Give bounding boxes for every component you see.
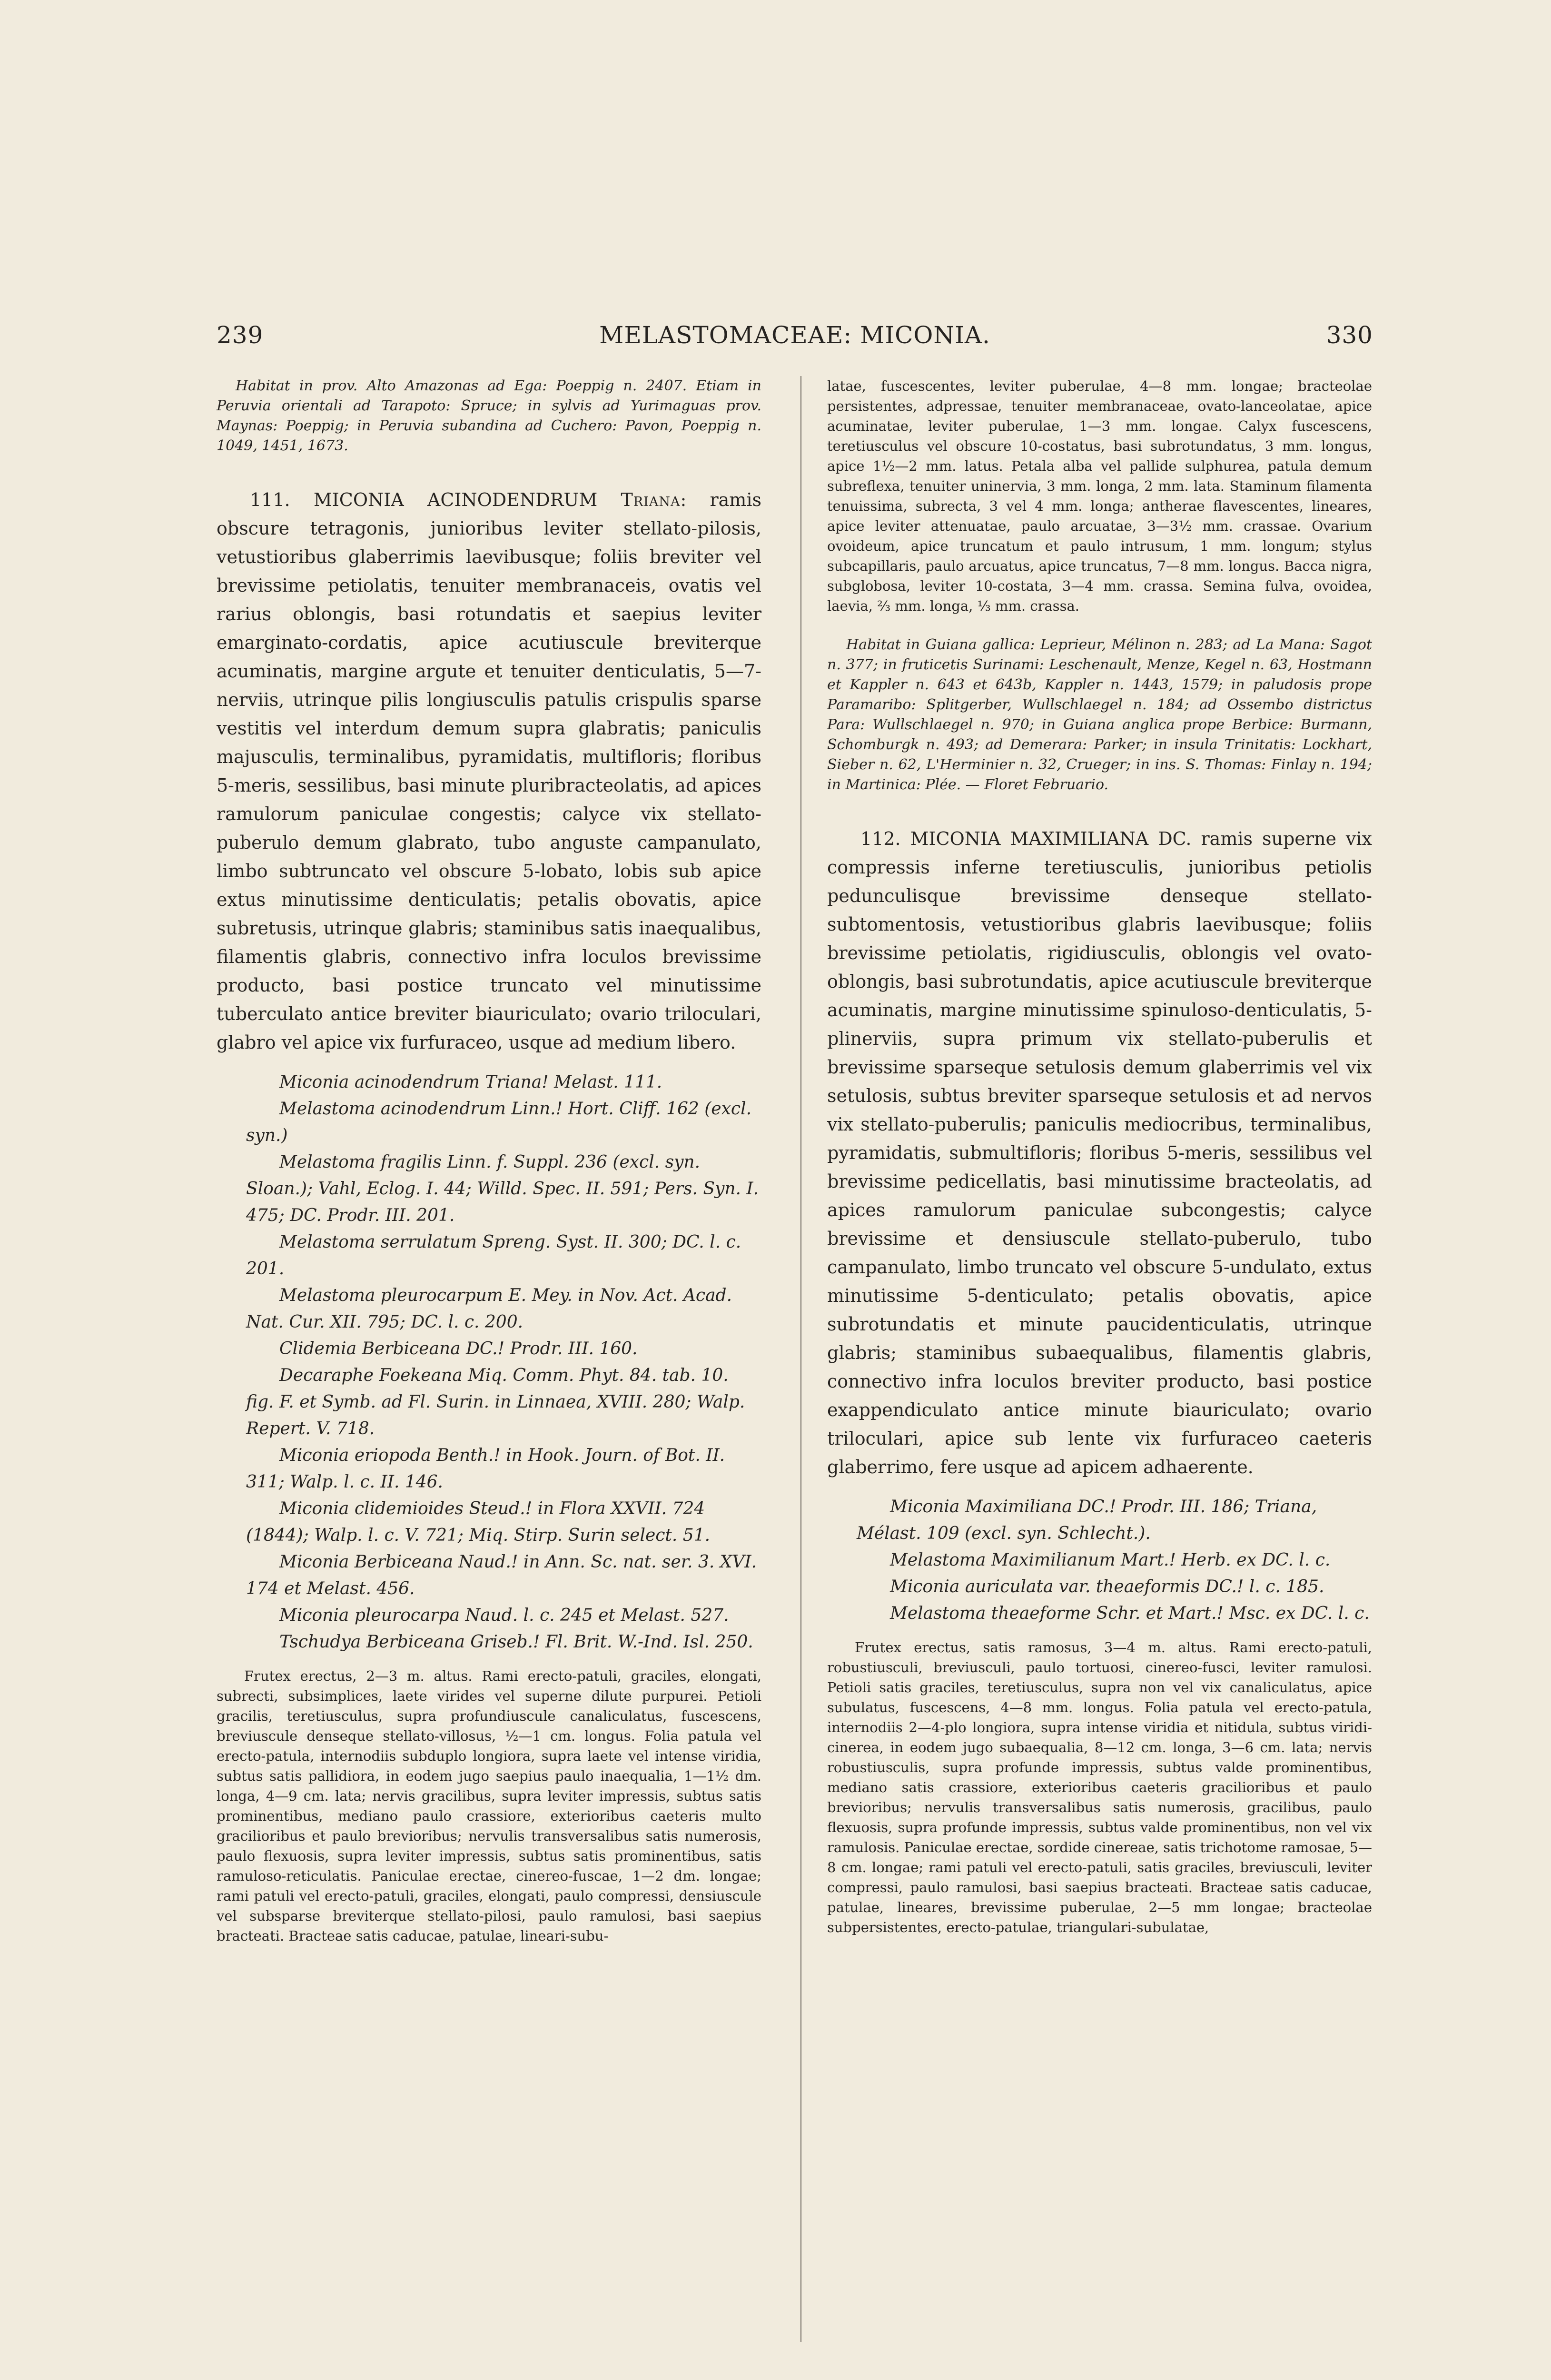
- species-heading: 111. MICONIA ACINODENDRUM: [250, 489, 598, 510]
- species-diagnosis: ramis superne vix compressis inferne teretiusculis, junioribus petiolis pedunculisque brevissime denseque stellato-subtomentosis, vetustioribus glabris laevibusque; foliis brevissime petiolatis, rigidiusculis, oblongis vel ovato-oblongis, basi subrotundatis, apice acutiuscule breviterque acuminatis, margine minutissime spinuloso-denticulatis, 5-plinerviis, supra primum vix stellato-puberulis et brevissime sparseque setulosis demum glaberrimis vel vix setulosis, subtus breviter sparseque setulosis et ad nervos vix stellato-puberulis; paniculis mediocribus, terminalibus, pyramidatis, submultifloris; floribus 5-meris, sessilibus vel brevissime pedicellatis, basi minutissime bracteolatis, ad apices ramulorum paniculae subcongestis; calyce brevissime et densiuscule stellato-puberulo, tubo campanulato, limbo truncato vel obscure 5-undulato, extus minutissime 5-denticulato; petalis obovatis, apice subrotundatis et minute paucidenticulatis, utrinque glabris; staminibus subaequalibus, filamentis glabris, connectivo infra loculos breviter producto, basi postice exappendiculato antice minute biauriculato; ovario triloculari, apice sub lente vix furfuraceo caeteris glaberrimo, fere usque ad apicem adhaerente.: [827, 828, 1372, 1478]
- synonym-list: [827, 1494, 1372, 1627]
- species-heading: 112. MICONIA MAXIMILIANA: [860, 828, 1149, 849]
- species-paragraph: [217, 486, 761, 1057]
- running-head: [217, 321, 1373, 364]
- synonym-entry: Decaraphe Foekeana Miq. Comm. Phyt. 84. tab. 10. fig. F. et Symb. ad Fl. Surin. in Linnaea, XVIII. 280; Walp. Repert. V. 718.: [246, 1366, 745, 1438]
- habitat-paragraph: Habitat in prov. Alto Amazonas ad Ega: Poeppig n. 2407. Etiam in Peruvia orientali ad Tarapoto: Spruce; in sylvis ad Yurimaguas prov. Maynas: Poeppig; in Peruvia subandina ad Cuchero: Pavon, Poeppig n. 1049, 1451, 1673.: [217, 377, 761, 454]
- column-divider: [800, 376, 801, 2342]
- species-diagnosis: : ramis obscure tetragonis, junioribus leviter stellato-pilosis, vetustioribus glaberrimis laevibusque; foliis breviter vel brevissime petiolatis, tenuiter membranaceis, ovatis vel rarius oblongis, basi rotundatis et saepius leviter emarginato-cordatis, apice acutiuscule breviterque acuminatis, margine argute et tenuiter denticulatis, 5—7-nerviis, utrinque pilis longiusculis patulis crispulis sparse vestitis vel interdum demum supra glabratis; paniculis majusculis, terminalibus, pyramidatis, multifloris; floribus 5-meris, sessilibus, basi minute pluribracteolatis, ad apices ramulorum paniculae congestis; calyce vix stellato-puberulo demum glabrato, tubo anguste campanulato, limbo subtruncato vel obscure 5-lobato, lobis sub apice extus minutissime denticulatis; petalis obovatis, apice subretusis, utrinque glabris; staminibus satis inaequalibus, filamentis glabris, connectivo infra loculos brevissime producto, basi postice truncato vel minutissime tuberculato antice breviter biauriculato; ovario triloculari, glabro vel apice vix furfuraceo, usque ad medium libero.: [217, 489, 761, 1053]
- synonym-entry: Melastoma fragilis Linn. f. Suppl. 236 (excl. syn. Sloan.); Vahl, Eclog. I. 44; Willd. Spec. II. 591; Pers. Syn. I. 475; DC. Prodr. III. 201.: [246, 1152, 759, 1225]
- synonym-entry: Melastoma Maximilianum Mart.! Herb. ex DC. l. c.: [890, 1550, 1331, 1570]
- page-number-left: 239: [217, 321, 264, 349]
- species-author: Triana: [621, 489, 681, 510]
- synonym-entry: Miconia eriopoda Benth.! in Hook. Journ. of Bot. II. 311; Walp. l. c. II. 146.: [246, 1446, 725, 1492]
- running-title: MELASTOMACEAE: MICONIA.: [599, 321, 990, 349]
- synonym-entry: Miconia clidemioides Steud.! in Flora XXVII. 724 (1844); Walp. l. c. V. 721; Miq. Stirp. Surin select. 51.: [246, 1499, 711, 1545]
- synonym-entry: Miconia pleurocarpa Naud. l. c. 245 et Melast. 527.: [279, 1606, 729, 1625]
- species-paragraph: [827, 824, 1372, 1481]
- synonym-list: [217, 1069, 761, 1656]
- synonym-entry: Melastoma serrulatum Spreng. Syst. II. 300; DC. l. c. 201.: [246, 1232, 741, 1279]
- synonym-entry: Melastoma acinodendrum Linn.! Hort. Cliff. 162 (excl. syn.): [246, 1099, 752, 1145]
- synonym-entry: Miconia Berbiceana Naud.! in Ann. Sc. nat. ser. 3. XVI. 174 et Melast. 456.: [246, 1552, 757, 1598]
- synonym-entry: Clidemia Berbiceana DC.! Prodr. III. 160.: [279, 1339, 638, 1359]
- page-number-right: 330: [1326, 321, 1373, 349]
- description-paragraph: Frutex erectus, satis ramosus, 3—4 m. altus. Rami erecto-patuli, robustiusculi, breviusculi, paulo tortuosi, cinereo-fusci, leviter ramulosi. Petioli satis graciles, teretiusculus, supra non vel vix canaliculatus, apice subulatus, fuscescens, 4—8 mm. longus. Folia patula vel erecto-patula, internodiis 2—4-plo longiora, supra intense viridia et nitidula, subtus viridi-cinerea, in eodem jugo subaequalia, 8—12 cm. longa, 3—6 cm. lata; nervis robustiusculis, supra profunde impressis, subtus valde prominentibus, mediano satis crassiore, exterioribus caeteris gracilioribus et paulo brevioribus; nervulis transversalibus satis numerosis, gracilibus, paulo flexuosis, supra profunde impressis, subtus valde prominentibus, non vel vix ramulosis. Paniculae erectae, sordide cinereae, satis trichotome ramosae, 5—8 cm. longae; rami patuli vel erecto-patuli, satis graciles, breviusculi, leviter compressi, paulo ramulosi, basi saepius bracteati. Bracteae satis caducae, patulae, lineares, brevissime puberulae, 2—5 mm longae; bracteolae subpersistentes, erecto-patulae, triangulari-subulatae,: [827, 1639, 1372, 1935]
- description-paragraph: Frutex erectus, 2—3 m. altus. Rami erecto-patuli, graciles, elongati, subrecti, subsimplices, laete virides vel superne dilute purpurei. Petioli gracilis, teretiusculus, supra profundiuscule canaliculatus, fuscescens, breviuscule denseque stellato-villosus, ½—1 cm. longus. Folia patula vel erecto-patula, internodiis subduplo longiora, supra laete vel intense viridia, subtus satis pallidiora, in eodem jugo saepius paulo inaequalia, 1—1½ dm. longa, 4—9 cm. lata; nervis gracilibus, supra leviter impressis, subtus satis prominentibus, mediano paulo crassiore, exterioribus caeteris multo gracilioribus et paulo brevioribus; nervulis transversalibus satis numerosis, paulo flexuosis, supra leviter impressis, subtus satis prominentibus, satis ramuloso-reticulatis. Paniculae erectae, cinereo-fuscae, 1—2 dm. longae; rami patuli vel erecto-patuli, graciles, elongati, paulo compressi, densiuscule vel subsparse breviterque stellato-pilosi, paulo ramulosi, basi saepius bracteati. Bracteae satis caducae, patulae, lineari-subu-: [217, 1668, 761, 1944]
- synonym-entry: Melastoma theaeforme Schr. et Mart.! Msc. ex DC. l. c.: [890, 1604, 1370, 1623]
- species-author: DC.: [1158, 828, 1192, 849]
- synonym-entry: Tschudya Berbiceana Griseb.! Fl. Brit. W.-Ind. Isl. 250.: [279, 1632, 753, 1652]
- synonym-entry: Miconia acinodendrum Triana! Melast. 111.: [279, 1072, 662, 1092]
- synonym-entry: Miconia Maximiliana DC.! Prodr. III. 186; Triana, Mélast. 109 (excl. syn. Schlecht.).: [857, 1497, 1317, 1543]
- left-column: [217, 376, 761, 1946]
- synonym-entry: Melastoma pleurocarpum E. Mey. in Nov. Act. Acad. Nat. Cur. XII. 795; DC. l. c. 200.: [246, 1286, 732, 1332]
- habitat-paragraph: Habitat in Guiana gallica: Leprieur, Mélinon n. 283; ad La Mana: Sagot n. 377; in fruticetis Surinami: Leschenault, Menze, Kegel n. 63, Hostmann et Kappler n. 643 et 643b, Kappler n. 1443, 1579; in paludosis prope Paramaribo: Splitgerber, Wullschlaegel n. 184; ad Ossembo districtus Para: Wullschlaegel n. 970; in Guiana anglica prope Berbice: Burmann, Schomburgk n. 493; ad Demerara: Parker; in insula Trinitatis: Lockhart, Sieber n. 62, L'Herminier n. 32, Crueger; in ins. S. Thomas: Finlay n. 194; in Martinica: Plée. — Floret Februario.: [827, 636, 1372, 793]
- right-column: [827, 376, 1372, 1937]
- description-continued: latae, fuscescentes, leviter puberulae, 4—8 mm. longae; bracteolae persistentes, adpressae, tenuiter membranaceae, ovato-lanceolatae, apice acuminatae, leviter puberulae, 1—3 mm. longae. Calyx fuscescens, teretiusculus vel obscure 10-costatus, basi subrotundatus, 3 mm. longus, apice 1½—2 mm. latus. Petala alba vel pallide sulphurea, patula demum subreflexa, tenuiter uninervia, 3 mm. longa, 2 mm. lata. Staminum filamenta tenuissima, subrecta, 3 vel 4 mm. longa; antherae flavescentes, lineares, apice leviter attenuatae, paulo arcuatae, 3—3½ mm. crassae. Ovarium ovoideum, apice truncatum et paulo intrusum, 1 mm. longum; stylus subcapillaris, paulo arcuatus, apice truncatus, 7—8 mm. longus. Bacca nigra, subglobosa, leviter 10-costata, 3—4 mm. crassa. Semina fulva, ovoidea, laevia, ⅔ mm. longa, ⅓ mm. crassa.: [827, 378, 1372, 614]
- synonym-entry: Miconia auriculata var. theaeformis DC.! l. c. 185.: [890, 1577, 1324, 1597]
